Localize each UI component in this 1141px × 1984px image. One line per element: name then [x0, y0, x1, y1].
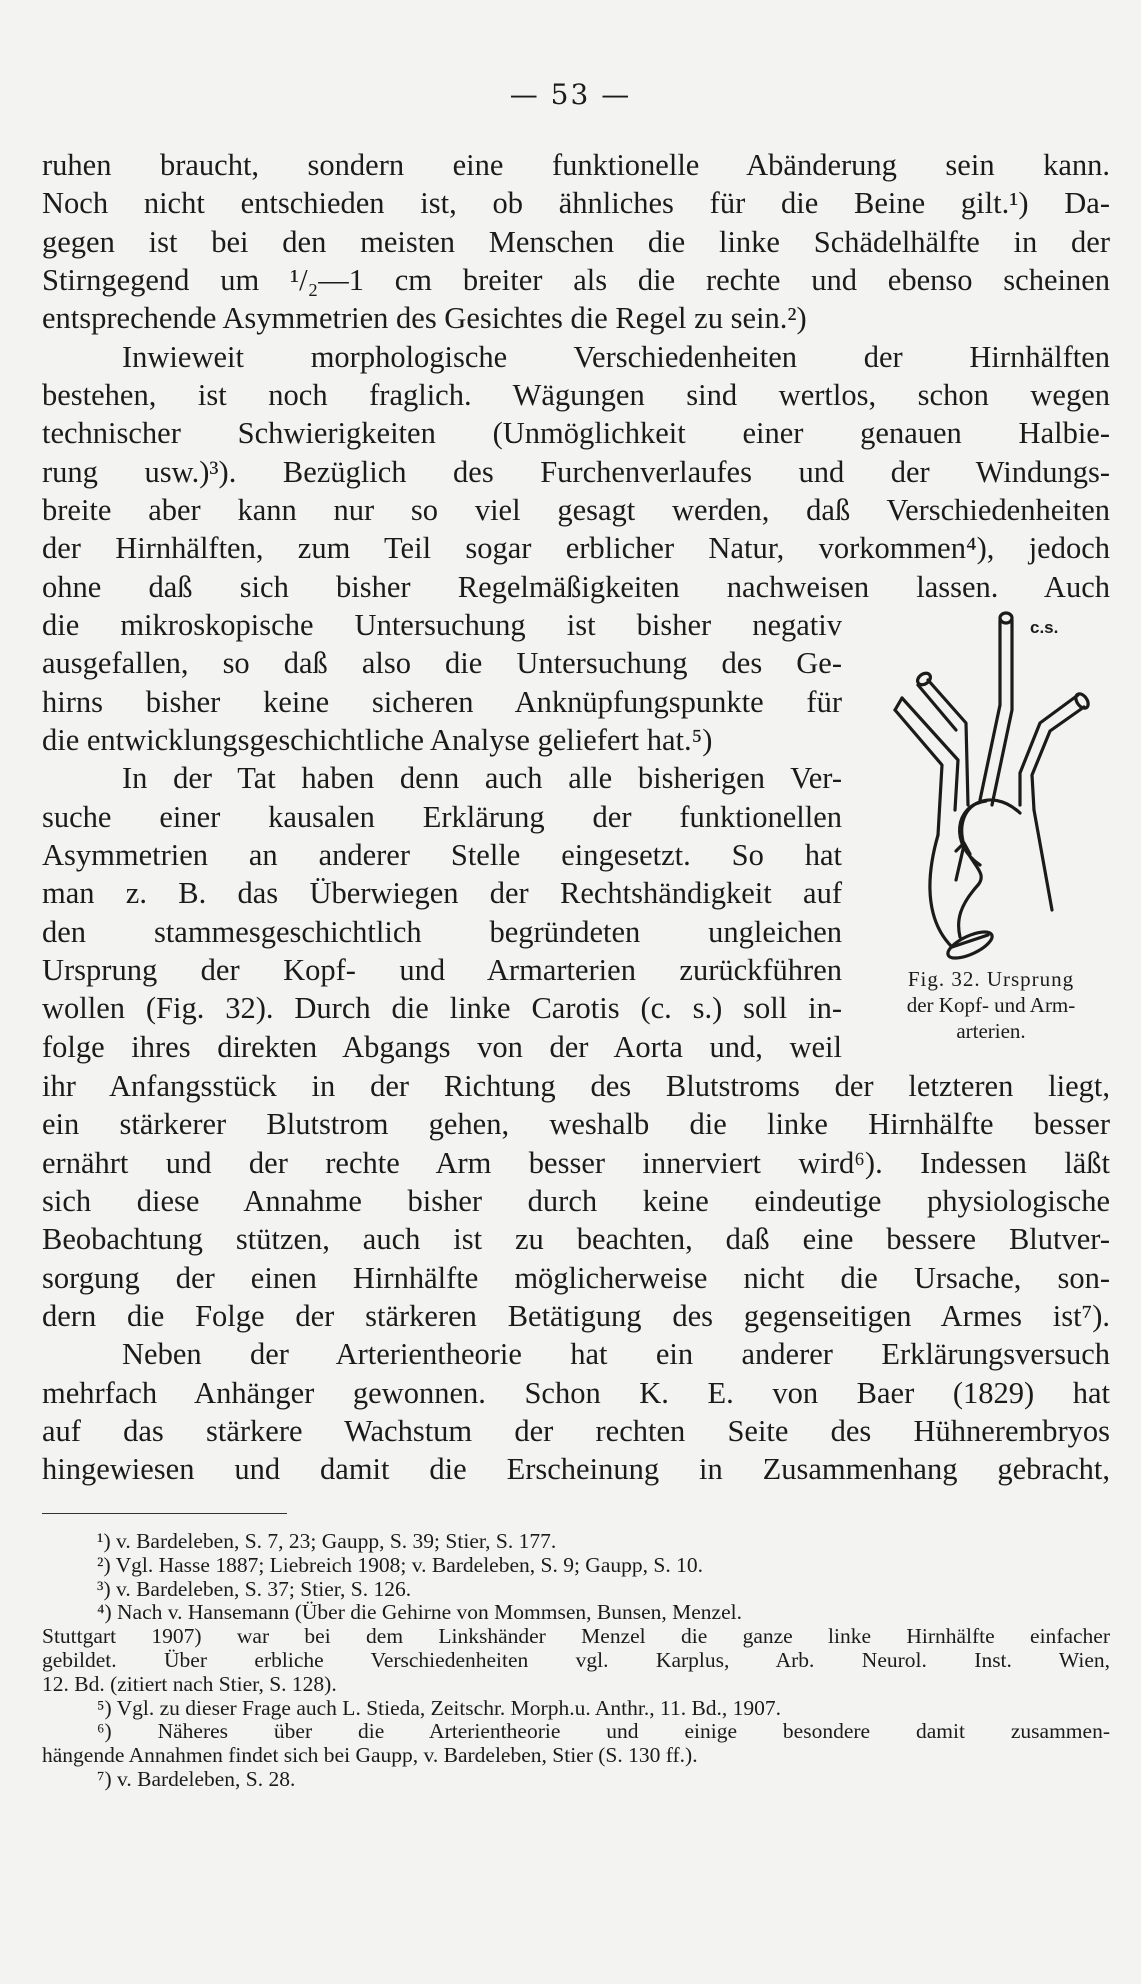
text-line: Noch nicht entschieden ist, ob ähnliches für die Beine gilt.¹) Da- [42, 186, 1110, 221]
caption-line: arterien. [956, 1019, 1026, 1043]
text-line: die mikroskopische Untersuchung ist bisher negativ [42, 608, 842, 642]
text-line: sorgung der einen Hirnhälfte möglicherweise nicht die Ursache, son- [42, 1260, 1110, 1295]
caption-line: der Kopf- und Arm- [906, 993, 1076, 1017]
text-line: gegen ist bei den meisten Menschen die linke Schädelhälfte in der [42, 224, 1110, 259]
text-line: ohne daß sich bisher Regelmäßigkeiten nachweisen lassen. Auch [42, 569, 1110, 604]
text-line: breite aber kann nur so viel gesagt werden, daß Verschiedenheiten [42, 493, 1110, 528]
text-line: hirns bisher keine sicheren Anknüpfungspunkte für [42, 684, 842, 719]
text-line: hingewiesen und damit die Erscheinung in Zusammenhang gebracht, [42, 1452, 1110, 1487]
paragraph-3-4 [42, 1067, 1110, 1489]
text-line: ihr Anfangsstück in der Richtung des Blutstroms der letzteren liegt, [42, 1069, 1110, 1103]
page-number: — 53 — [509, 78, 632, 111]
footnotes [42, 1530, 1110, 1792]
text-line: ruhen braucht, sondern eine funktionelle Abänderung sein kann. [42, 148, 1110, 182]
text-line: sich diese Annahme bisher durch keine eindeutige physiologische [42, 1184, 1110, 1219]
text-line: ein stärkerer Blutstrom gehen, weshalb die linke Hirnhälfte besser [42, 1107, 1110, 1142]
text-line: den stammesgeschichtlich begründeten ungleichen [42, 914, 842, 949]
footnote-7: ⁷) v. Bardeleben, S. 28. [97, 1766, 296, 1791]
text-line: rung usw.)³). Bezüglich des Furchenverlaufes und der Windungs- [42, 454, 1110, 489]
text-line: entsprechende Asymmetrien des Gesichtes die Regel zu sein.²) [42, 301, 807, 336]
text-line: man z. B. das Überwiegen der Rechtshändigkeit auf [42, 876, 842, 911]
text-line: ernährt und der rechte Arm besser innerviert wird⁶). Indessen läßt [42, 1145, 1110, 1180]
paragraph-1 [42, 146, 1110, 606]
text-line: wollen (Fig. 32). Durch die linke Carotis (c. s.) soll in- [42, 991, 842, 1026]
footnote-rule [42, 1513, 287, 1514]
footnote-2: ²) Vgl. Hasse 1887; Liebreich 1908; v. Bardeleben, S. 9; Gaupp, S. 10. [97, 1552, 703, 1577]
text-line: In der Tat haben denn auch alle bisherigen Ver- [122, 761, 842, 796]
text-line: auf das stärkere Wachstum der rechten Seite des Hühnerembryos [42, 1414, 1110, 1449]
text-line: Ursprung der Kopf- und Armarterien zurückführen [42, 953, 842, 988]
figure-caption [866, 966, 1116, 1044]
text-line: ausgefallen, so daß also die Untersuchung des Ge- [42, 646, 842, 681]
footnote-5: ⁵) Vgl. zu dieser Frage auch L. Stieda, Zeitschr. Morph.u. Anthr., 11. Bd., 1907. [97, 1695, 782, 1720]
text-line: mehrfach Anhänger gewonnen. Schon K. E. von Baer (1829) hat [42, 1375, 1110, 1410]
footnote-4: ⁴) Nach v. Hansemann (Über die Gehirne von Mommsen, Bunsen, Menzel. Stuttgart 1907) war bei dem Linkshänder Menzel die ganze linke Hirnhälfte einfacher gebildet. Über erbliche Verschiedenheiten vgl. Karplus, Arb. Neurol. Inst. Wien, 12. Bd. (zitiert nach Stier, S. 128). [42, 1600, 1110, 1696]
arteries-figure [860, 605, 1110, 965]
text-line: technischer Schwierigkeiten (Unmöglichkeit einer genauen Halbie- [42, 416, 1110, 451]
paragraph-narrow [42, 606, 842, 1066]
text-line: Neben der Arterientheorie hat ein anderer Erklärungsversuch [122, 1337, 1110, 1372]
figure-label-cs: c.s. [1030, 618, 1059, 637]
text-line: der Hirnhälften, zum Teil sogar erblicher Natur, vorkommen⁴), jedoch [42, 531, 1110, 566]
footnote-3: ³) v. Bardeleben, S. 37; Stier, S. 126. [97, 1576, 412, 1601]
caption-line: Fig. 32. Ursprung [907, 967, 1075, 991]
text-line: dern die Folge der stärkeren Betätigung des gegenseitigen Armes ist⁷). [42, 1299, 1110, 1334]
text-line: Asymmetrien an anderer Stelle eingesetzt. So hat [42, 838, 842, 873]
footnote-6: ⁶) Näheres über die Arterientheorie und einige besondere damit zusammen- hängende Annahmen findet sich bei Gaupp, v. Bardeleben, Stier (S. 130 ff.). [42, 1719, 1110, 1768]
text-line: Stirngegend um ¹/₂—1 cm breiter als die rechte und ebenso scheinen [42, 263, 1110, 298]
text-line: folge ihres direkten Abgangs von der Aorta und, weil [42, 1029, 842, 1064]
text-line: bestehen, ist noch fraglich. Wägungen sind wertlos, schon wegen [42, 378, 1110, 413]
text-line: Inwieweit morphologische Verschiedenheiten der Hirnhälften [122, 339, 1110, 374]
text-line: Beobachtung stützen, auch ist zu beachten, daß eine bessere Blutver- [42, 1222, 1110, 1257]
text-line: die entwicklungsgeschichtliche Analyse geliefert hat.⁵) [42, 723, 713, 758]
footnote-1: ¹) v. Bardeleben, S. 7, 23; Gaupp, S. 39; Stier, S. 177. [97, 1529, 557, 1553]
text-line: suche einer kausalen Erklärung der funktionellen [42, 799, 842, 834]
